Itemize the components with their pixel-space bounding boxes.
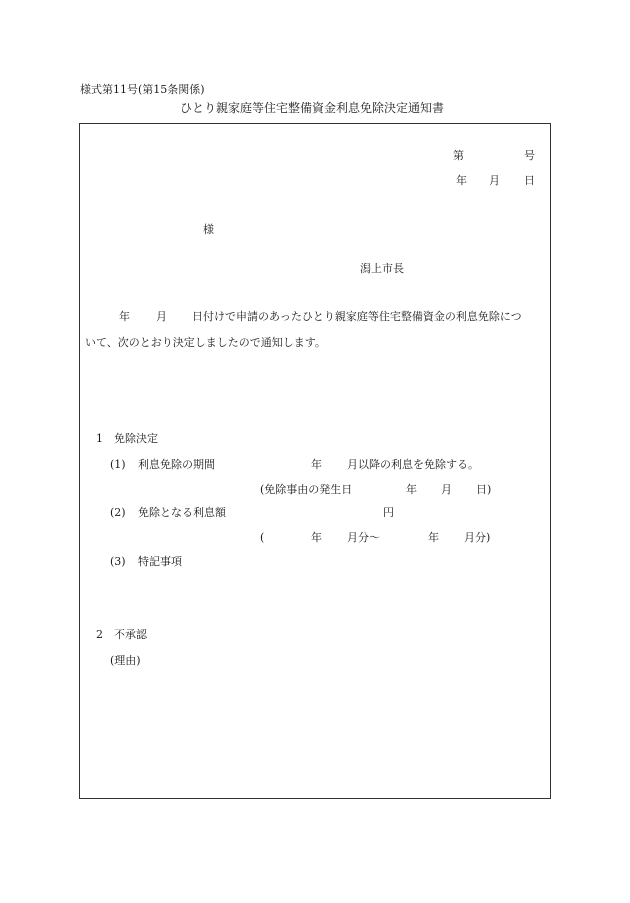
item2-label: 免除となる利息額: [138, 506, 226, 519]
item2-to-month: 月分): [464, 531, 491, 544]
date-month: 月: [489, 174, 500, 187]
item2-from-month: 月分〜: [347, 531, 380, 544]
item1-sub-open: (免除事由の発生日: [260, 483, 353, 496]
date-day: 日: [524, 174, 535, 187]
date-year: 年: [456, 174, 467, 187]
item3-label: 特記事項: [138, 555, 182, 568]
item2-to-year: 年: [428, 531, 439, 544]
section2-heading: 2 不承認: [96, 628, 147, 641]
item2-paren-open: (: [260, 531, 265, 544]
body-line1: 日付けで申請のあったひとり親家庭等住宅整備資金の利息免除につ: [192, 310, 522, 323]
form-number: 様式第11号(第15条関係): [80, 83, 205, 96]
item3-number: (3): [110, 555, 126, 568]
body-year: 年: [119, 310, 130, 323]
document-title: ひとり親家庭等住宅整備資金利息免除決定通知書: [180, 101, 445, 115]
document-no-go: 号: [524, 149, 535, 162]
item2-number: (2): [110, 506, 126, 519]
section1-heading: 1 免除決定: [96, 432, 158, 445]
sender-name: 潟上市長: [360, 262, 404, 275]
section2-reason: (理由): [110, 654, 141, 667]
item1-year: 年: [311, 458, 322, 471]
item1-number: (1): [110, 458, 126, 471]
item1-sub-day: 日): [476, 483, 492, 496]
addressee-honorific: 様: [203, 223, 214, 236]
item1-label: 利息免除の期間: [138, 458, 215, 471]
document-no-dai: 第: [453, 149, 464, 162]
item2-from-year: 年: [311, 531, 322, 544]
item1-rest: 月以降の利息を免除する。: [347, 458, 479, 471]
item2-yen: 円: [383, 506, 394, 519]
body-line2: いて、次のとおり決定しましたので通知します。: [85, 336, 326, 349]
item1-sub-month: 月: [441, 483, 452, 496]
item1-sub-year: 年: [406, 483, 417, 496]
body-month: 月: [156, 310, 167, 323]
